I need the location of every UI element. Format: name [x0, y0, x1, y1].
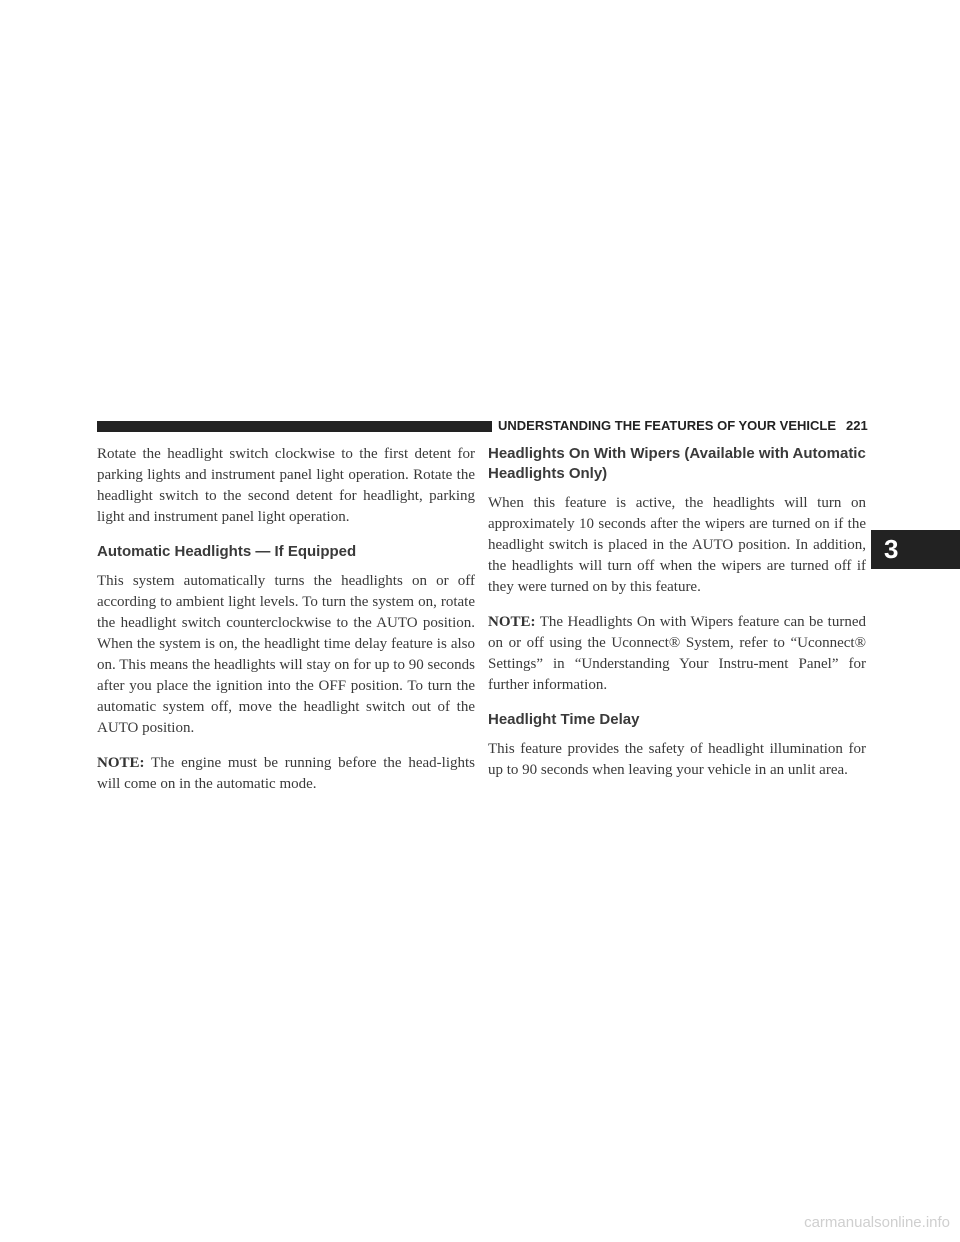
- page-number: 221: [846, 418, 868, 433]
- headlights-with-wipers-heading: Headlights On With Wipers (Available with Automatic Headlights Only): [488, 445, 866, 482]
- left-column: [97, 444, 475, 809]
- watermark-text: carmanualsonline.info: [804, 1214, 950, 1231]
- headlight-time-delay-paragraph: This feature provides the safety of headlight illumination for up to 90 seconds when leaving your vehicle in an unlit area.: [488, 741, 866, 778]
- note-label: NOTE:: [488, 614, 536, 630]
- automatic-headlights-paragraph: This system automatically turns the headlights on or off according to ambient light levels. To turn the system on, rotate the headlight switch counterclockwise to the AUTO position. When the system is on, the headlight time delay feature is also on. This means the headlights will stay on for up to 90 seconds after you place the ignition into the OFF position. To turn the automatic system off, move the headlight switch out of the AUTO position.: [97, 573, 475, 736]
- note-text: The engine must be running before the head-lights will come on in the automatic mode.: [97, 755, 476, 792]
- running-header: [498, 418, 868, 433]
- headlights-with-wipers-paragraph: When this feature is active, the headlights will turn on approximately 10 seconds after the wipers are turned on if the headlight switch is placed in the AUTO position. In addition, the headlights will turn off when the wipers are turned off if they were turned on by this feature.: [488, 495, 866, 595]
- chapter-tab: 3: [871, 530, 960, 569]
- note-text: The Headlights On with Wipers feature can be turned on or off using the Uconnect® System, refer to “Uconnect® Settings” in “Understanding Your Instru-ment Panel” for further information.: [488, 614, 866, 693]
- right-column: [488, 444, 866, 795]
- headlight-time-delay-heading: Headlight Time Delay: [488, 711, 640, 728]
- intro-paragraph: Rotate the headlight switch clockwise to the first detent for parking lights and instrument panel light operation. Rotate the headlight switch to the second detent for headlight, parking light and instrument panel light operation.: [97, 446, 475, 525]
- watermark: [0, 1214, 960, 1231]
- automatic-headlights-heading: Automatic Headlights — If Equipped: [97, 543, 357, 560]
- uconnect-note: [488, 612, 866, 696]
- engine-note: [97, 753, 475, 795]
- note-label: NOTE:: [97, 755, 145, 771]
- section-title: UNDERSTANDING THE FEATURES OF YOUR VEHICLE: [498, 418, 837, 433]
- header-rule: [97, 421, 492, 432]
